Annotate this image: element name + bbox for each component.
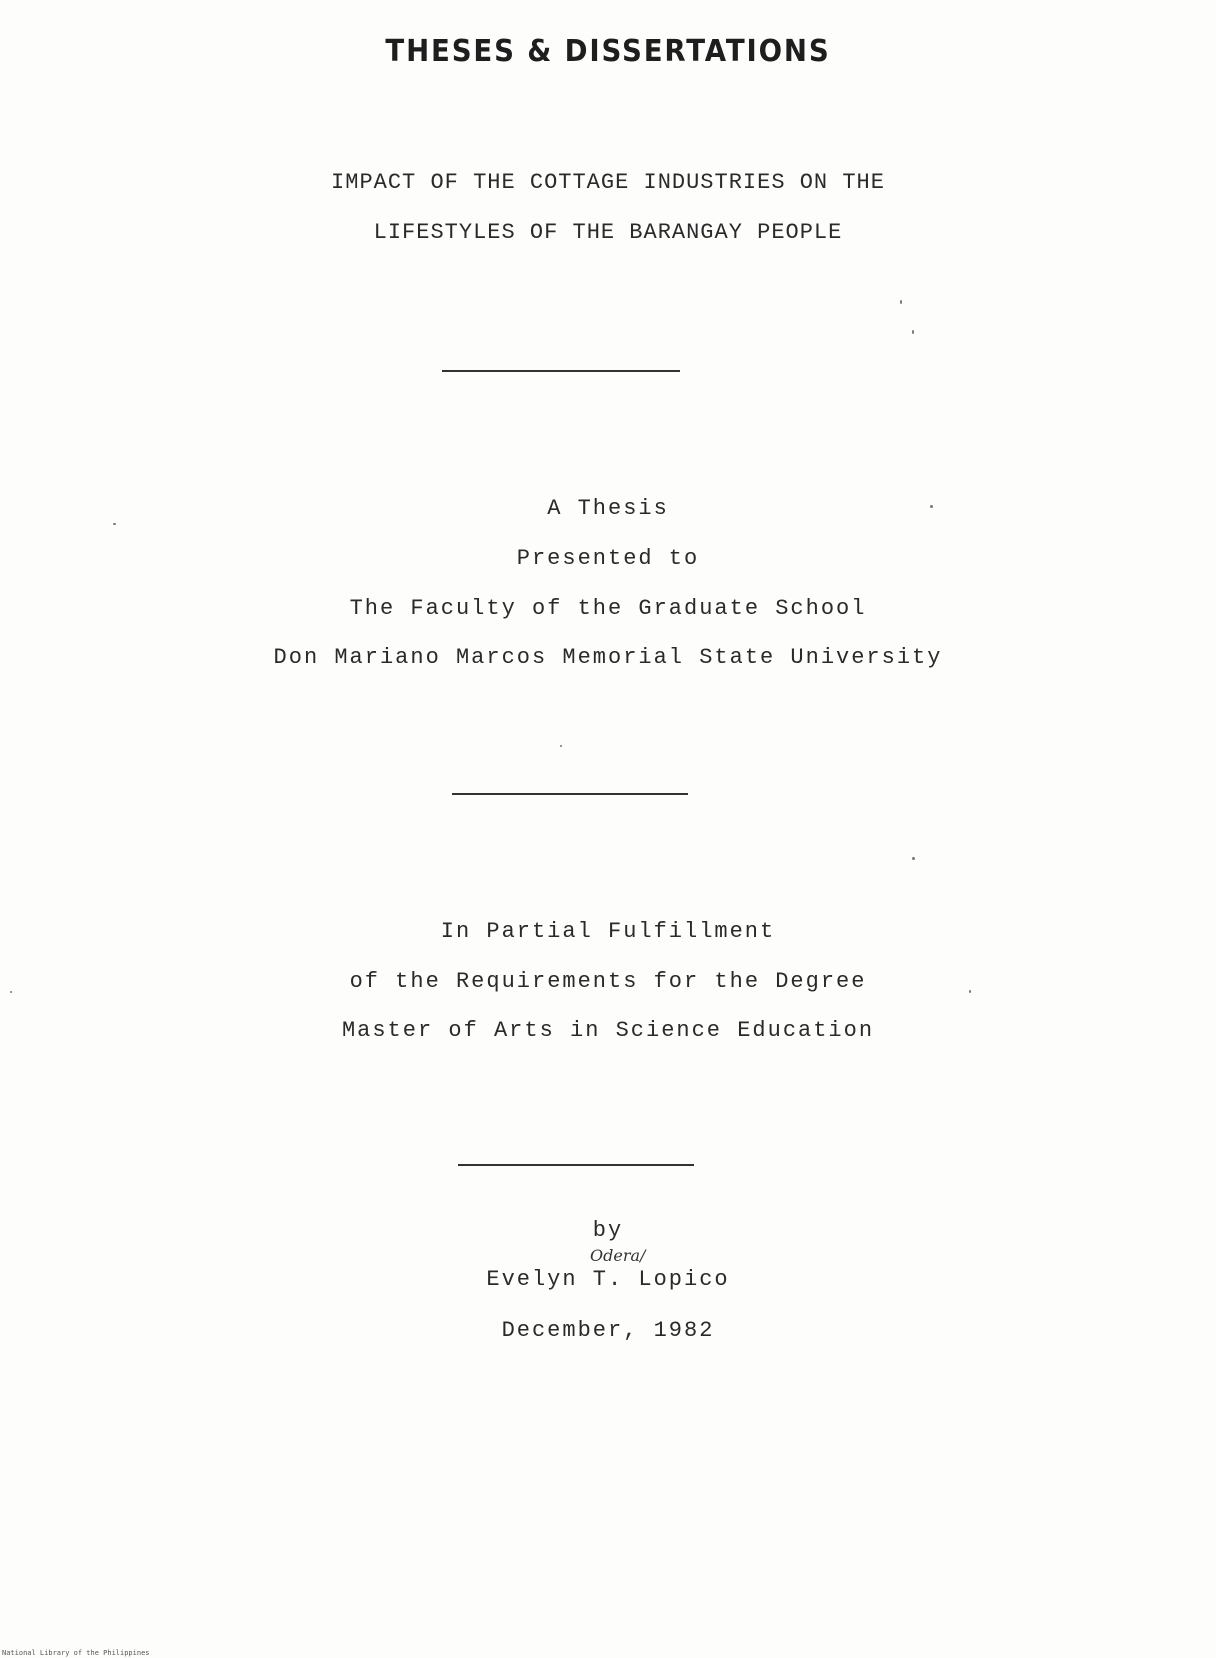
thesis-label: A Thesis [547, 496, 669, 521]
presented-to-label: Presented to [516, 546, 700, 571]
by-label: by [592, 1218, 624, 1243]
theses-dissertations-stamp: THESES & DISSERTATIONS [385, 34, 831, 69]
scan-speck [912, 330, 914, 334]
faculty-line: The Faculty of the Graduate School [349, 596, 867, 621]
footer-caption: National Library of the Philippines [2, 1649, 150, 1657]
divider-rule-2 [452, 793, 688, 795]
title-line-1: IMPACT OF THE COTTAGE INDUSTRIES ON THE [331, 170, 885, 195]
fulfillment-line-2: of the Requirements for the Degree [349, 969, 867, 994]
scan-speck [930, 505, 933, 508]
title-line-2: LIFESTYLES OF THE BARANGAY PEOPLE [373, 220, 843, 245]
scan-speck [912, 857, 915, 860]
scan-speck [969, 990, 971, 993]
university-line: Don Mariano Marcos Memorial State University [273, 645, 943, 670]
author-name: Evelyn T. Lopico [486, 1267, 730, 1292]
scan-speck [900, 300, 902, 304]
date-line: December, 1982 [501, 1318, 715, 1343]
scan-speck [10, 991, 12, 993]
divider-rule-1 [442, 370, 680, 372]
fulfillment-line-1: In Partial Fulfillment [440, 919, 776, 944]
divider-rule-3 [458, 1164, 694, 1166]
handwritten-annotation: Odera/ [590, 1246, 646, 1265]
degree-line: Master of Arts in Science Education [341, 1018, 875, 1043]
scan-speck [560, 745, 562, 747]
scan-speck [113, 523, 116, 525]
